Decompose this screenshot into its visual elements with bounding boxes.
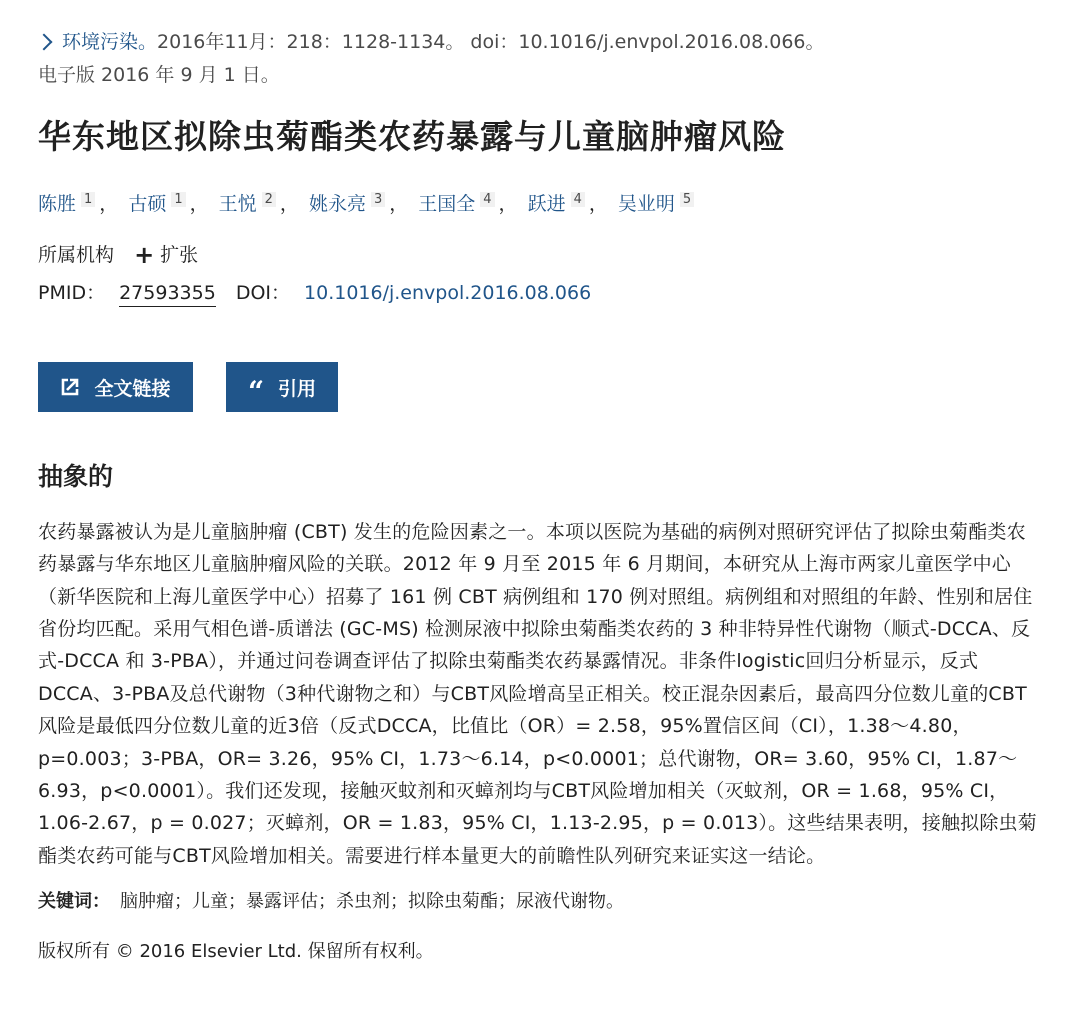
author-link[interactable]	[38, 193, 95, 215]
epub-date: 电子版 2016 年 9 月 1 日。	[38, 64, 280, 86]
citation-details: 2016年11月：218：1128-1134。 doi：10.1016/j.envpol.2016.08.066。	[157, 31, 825, 53]
author-name[interactable]: 跃进	[527, 193, 566, 215]
doi-label: DOI：	[235, 282, 291, 304]
affiliation-ref[interactable]: 4	[480, 192, 494, 207]
affiliations-label: 所属机构	[38, 244, 115, 266]
pmid-value[interactable]: 27593355	[119, 282, 216, 307]
expand-affiliations-button[interactable]	[134, 241, 199, 269]
affiliation-ref[interactable]: 1	[171, 192, 185, 207]
author-link[interactable]	[128, 193, 185, 215]
abstract-text: 农药暴露被认为是儿童脑肿瘤 (CBT) 发生的危险因素之一。本项以医院为基础的病例对照研究评估了拟除虫菊酯类农药暴露与华东地区儿童脑肿瘤风险的关联。2012 年 9 月至 2015 年 6 月期间，本研究从上海市两家儿童医学中心（新华医院和上海儿童医学中心）招募了 161 例 CBT 病例组和 170 例对照组。病例组和对照组的年龄、性别和居住省份均匹配。采用气相色谱-质谱法 (GC-MS) 检测尿液中拟除虫菊酯类农药的 3 种非特异性代谢物（顺式-DCCA、反式-DCCA 和 3-PBA），并通过问卷调查评估了拟除虫菊酯类农药暴露情况。非条件logistic回归分析显示，反式DCCA、3-PBA及总代谢物（3种代谢物之和）与CBT风险增高呈正相关。校正混杂因素后，最高四分位数儿童的CBT风险是最低四分位数儿童的近3倍（反式DCCA，比值比（OR）= 2.58，95%置信区间（CI），1.38～4.80，p=0.003；3-PBA，OR= 3.26，95% CI，1.73～6.14，p<0.0001；总代谢物，OR= 3.60，95% CI，1.87～6.93，p<0.0001）。我们还发现，接触灭蚊剂和灭蟑剂均与CBT风险增加相关（灭蚊剂，OR = 1.68，95% CI，1.06-2.67，p = 0.027；灭蟑剂，OR = 1.83，95% CI，1.13-2.95，p = 0.013）。这些结果表明，接触拟除虫菊酯类农药可能与CBT风险增加相关。需要进行样本量更大的前瞻性队列研究来证实这一结论。	[38, 520, 1037, 867]
author-separator: ，	[189, 193, 209, 215]
full-text-label[interactable]: 全文链接	[94, 377, 171, 400]
citation-block	[38, 26, 1048, 92]
author-list	[38, 186, 1048, 218]
author-name[interactable]: 古硕	[128, 193, 167, 215]
journal-name[interactable]: 环境污染。	[62, 31, 158, 53]
quote-icon[interactable]: “	[247, 375, 265, 408]
author-link[interactable]	[528, 193, 585, 215]
author-link[interactable]	[418, 193, 494, 215]
doi-link[interactable]: 10.1016/j.envpol.2016.08.066	[304, 282, 592, 304]
full-text-links-button[interactable]	[38, 362, 193, 412]
author-link[interactable]	[618, 193, 694, 215]
author-separator: ，	[99, 193, 119, 215]
journal-link[interactable]	[38, 31, 157, 53]
abstract-heading: 抽象的	[38, 462, 114, 491]
identifiers-row	[38, 279, 1048, 307]
cite-label[interactable]: 引用	[278, 377, 317, 400]
action-buttons	[38, 362, 1048, 412]
cite-button[interactable]	[226, 362, 338, 412]
affiliation-ref[interactable]: 4	[571, 192, 585, 207]
plus-icon[interactable]: +	[134, 241, 155, 269]
author-separator: ，	[279, 193, 299, 215]
affiliation-ref[interactable]: 1	[81, 192, 95, 207]
author-separator: ，	[389, 193, 409, 215]
keywords-label: 关键词：	[38, 891, 110, 913]
author-name[interactable]: 陈胜	[38, 193, 77, 215]
affiliation-ref[interactable]: 2	[262, 192, 276, 207]
author-separator: ，	[588, 193, 608, 215]
expand-label[interactable]: 扩张	[160, 244, 199, 266]
keywords-text: 脑肿瘤；儿童；暴露评估；杀虫剂；拟除虫菊酯；尿液代谢物。	[120, 891, 624, 913]
affiliations-row	[38, 241, 1048, 269]
author-name[interactable]: 王悦	[218, 193, 257, 215]
keywords-row	[38, 888, 1048, 916]
citation-line	[38, 26, 1048, 59]
external-link-icon[interactable]	[60, 377, 80, 397]
affiliation-ref[interactable]: 3	[371, 192, 385, 207]
copyright-notice: 版权所有 © 2016 Elsevier Ltd. 保留所有权利。	[38, 941, 434, 963]
author-name[interactable]: 吴业明	[617, 193, 675, 215]
author-link[interactable]	[219, 193, 276, 215]
author-name[interactable]: 王国全	[418, 193, 476, 215]
chevron-right-icon	[36, 33, 53, 50]
article-title: 华东地区拟除虫菊酯类农药暴露与儿童脑肿瘤风险	[38, 117, 786, 156]
article-page	[38, 26, 1048, 966]
affiliation-ref[interactable]: 5	[680, 192, 694, 207]
pmid-label: PMID：	[38, 282, 106, 304]
author-name[interactable]: 姚永亮	[308, 193, 366, 215]
author-separator: ，	[498, 193, 518, 215]
author-link[interactable]	[309, 193, 385, 215]
